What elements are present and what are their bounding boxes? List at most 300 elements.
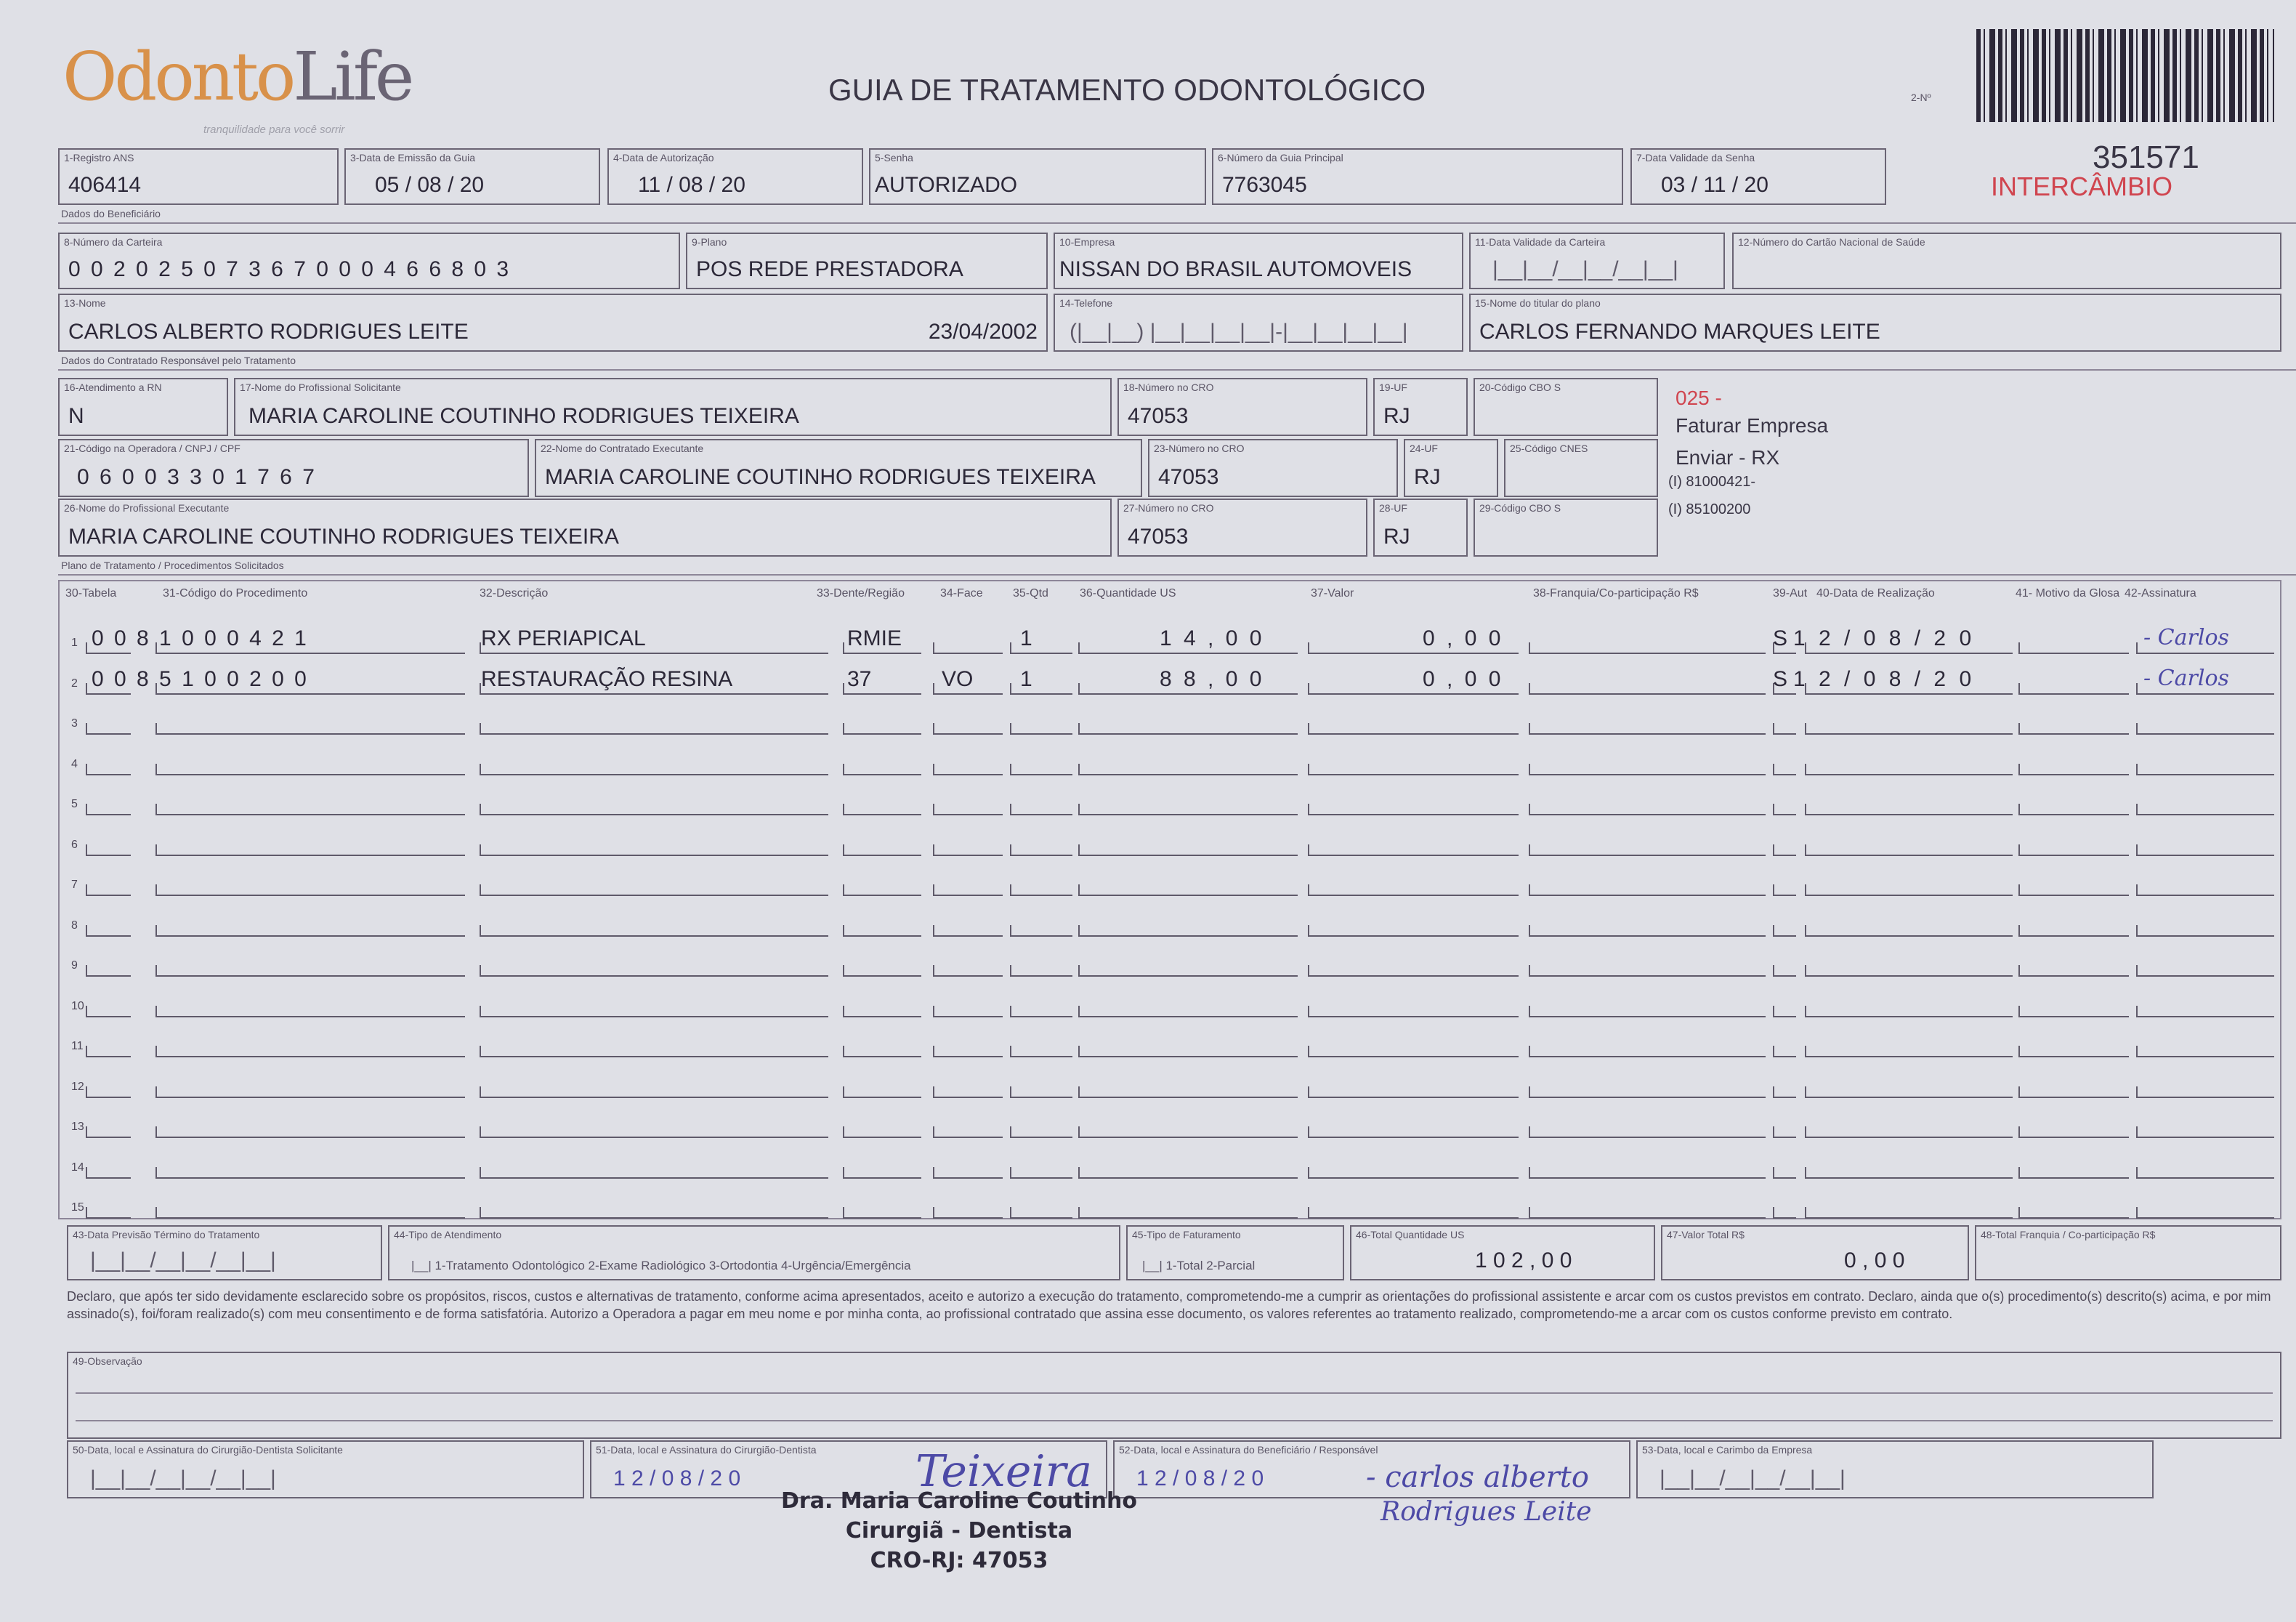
field-value: |__|__/__|__/__|__| (1660, 1466, 1846, 1490)
input-tick (1010, 1167, 1011, 1179)
input-underline[interactable] (2136, 1056, 2274, 1057)
input-tick (1773, 1167, 1774, 1179)
input-tick (86, 884, 87, 896)
input-underline[interactable] (843, 653, 921, 654)
input-underline[interactable] (1773, 1056, 1796, 1057)
input-tick (1308, 723, 1309, 735)
input-underline[interactable] (155, 1016, 465, 1017)
input-underline[interactable] (86, 895, 131, 896)
logo-tagline: tranquilidade para você sorrir (203, 124, 345, 136)
input-underline[interactable] (1308, 1177, 1519, 1179)
input-underline[interactable] (1773, 814, 1796, 815)
input-underline[interactable] (2018, 1217, 2129, 1219)
proc-date: 1 2 / 0 8 / 2 0 (1793, 626, 1976, 650)
input-underline[interactable] (1773, 855, 1796, 856)
input-underline[interactable] (1805, 1177, 2013, 1179)
field-cro-18[interactable] (1117, 378, 1367, 436)
row-number: 10 (71, 999, 84, 1012)
stamp-name: Dra. Maria Caroline Coutinho (781, 1488, 1137, 1514)
input-underline[interactable] (2136, 895, 2274, 896)
input-underline[interactable] (1773, 733, 1796, 735)
input-underline[interactable] (1010, 1097, 1072, 1098)
input-underline[interactable] (1078, 814, 1298, 815)
field-cro-23[interactable] (1148, 439, 1398, 497)
input-tick (86, 844, 87, 856)
input-underline[interactable] (1529, 693, 1766, 695)
input-underline[interactable] (843, 975, 921, 977)
field-telefone[interactable] (1054, 294, 1463, 352)
input-underline[interactable] (1529, 1177, 1766, 1179)
input-underline[interactable] (1308, 895, 1519, 896)
row-number: 3 (71, 717, 78, 730)
field-profissional-executante[interactable] (58, 499, 1112, 557)
field-numero-carteira[interactable] (58, 233, 680, 289)
input-underline[interactable] (1308, 1137, 1519, 1138)
input-underline[interactable] (2136, 653, 2274, 654)
input-underline[interactable] (480, 733, 828, 735)
input-underline[interactable] (2018, 855, 2129, 856)
field-total-us[interactable] (1350, 1225, 1655, 1280)
input-underline[interactable] (1078, 693, 1298, 695)
input-underline[interactable] (1805, 1016, 2013, 1017)
input-underline[interactable] (1308, 1097, 1519, 1098)
input-underline[interactable] (86, 1217, 131, 1219)
field-tipo-atendimento[interactable] (388, 1225, 1120, 1280)
input-underline[interactable] (933, 653, 1003, 654)
input-underline[interactable] (1529, 855, 1766, 856)
field-cro-27[interactable] (1117, 499, 1367, 557)
field-empresa[interactable] (1054, 233, 1463, 289)
field-cartao-nacional[interactable] (1732, 233, 2281, 289)
input-underline[interactable] (2018, 1016, 2129, 1017)
input-underline[interactable] (843, 1137, 921, 1138)
input-underline[interactable] (1773, 1177, 1796, 1179)
intercambio-stamp: INTERCÂMBIO (1991, 172, 2173, 201)
proc-us: 8 8 , 0 0 (1160, 666, 1265, 691)
input-tick (155, 1006, 157, 1017)
input-underline[interactable] (155, 1217, 465, 1219)
input-underline[interactable] (1805, 935, 2013, 937)
input-underline[interactable] (933, 935, 1003, 937)
input-underline[interactable] (2018, 653, 2129, 654)
input-underline[interactable] (155, 935, 465, 937)
input-underline[interactable] (155, 895, 465, 896)
input-underline[interactable] (1308, 1056, 1519, 1057)
input-underline[interactable] (155, 693, 465, 695)
input-tick (1529, 844, 1530, 856)
input-tick (155, 1086, 157, 1098)
input-tick (86, 1167, 87, 1179)
input-tick (2136, 642, 2138, 654)
input-underline[interactable] (1078, 935, 1298, 937)
field-atendimento-rn[interactable] (58, 378, 228, 436)
input-underline[interactable] (1529, 895, 1766, 896)
input-underline[interactable] (2018, 975, 2129, 977)
input-underline[interactable] (1308, 814, 1519, 815)
input-tick (1529, 925, 1530, 937)
input-underline[interactable] (1529, 1217, 1766, 1219)
input-underline[interactable] (933, 1177, 1003, 1179)
input-tick (2136, 1126, 2138, 1138)
proc-valor: 0 , 0 0 (1423, 626, 1504, 650)
input-underline[interactable] (1805, 814, 2013, 815)
input-underline[interactable] (843, 693, 921, 695)
input-underline[interactable] (933, 1137, 1003, 1138)
field-senha[interactable] (869, 148, 1206, 205)
input-underline[interactable] (1529, 1016, 1766, 1017)
field-registro-ans[interactable] (58, 148, 339, 205)
input-underline[interactable] (1529, 814, 1766, 815)
input-underline[interactable] (2018, 733, 2129, 735)
field-data-autorizacao[interactable] (607, 148, 863, 205)
input-underline[interactable] (86, 1016, 131, 1017)
input-underline[interactable] (1529, 975, 1766, 977)
input-underline[interactable] (1010, 1137, 1072, 1138)
input-underline[interactable] (480, 693, 828, 695)
field-value: RJ (1383, 525, 1410, 549)
input-underline[interactable] (155, 1056, 465, 1057)
input-underline[interactable] (1078, 653, 1298, 654)
input-underline[interactable] (1308, 975, 1519, 977)
input-underline[interactable] (1078, 1217, 1298, 1219)
input-underline[interactable] (933, 733, 1003, 735)
row-number: 15 (71, 1201, 84, 1214)
field-nome-titular[interactable] (1469, 294, 2281, 352)
input-underline[interactable] (1308, 855, 1519, 856)
input-underline[interactable] (480, 1177, 828, 1179)
input-underline[interactable] (843, 1016, 921, 1017)
input-tick (843, 764, 844, 775)
field-label: 22-Nome do Contratado Executante (541, 443, 704, 454)
input-tick (2136, 804, 2138, 815)
input-underline[interactable] (843, 895, 921, 896)
input-tick (2018, 1086, 2020, 1098)
input-underline[interactable] (1773, 653, 1796, 654)
input-underline[interactable] (843, 733, 921, 735)
input-underline[interactable] (86, 975, 131, 977)
field-validade-carteira[interactable] (1469, 233, 1725, 289)
input-tick (1773, 1006, 1774, 1017)
field-value: |__|__/__|__/__|__| (90, 1248, 276, 1272)
input-underline[interactable] (933, 1016, 1003, 1017)
input-tick (86, 1126, 87, 1138)
input-underline[interactable] (1805, 855, 2013, 856)
input-underline[interactable] (1308, 1217, 1519, 1219)
input-underline[interactable] (155, 1097, 465, 1098)
input-underline[interactable] (933, 895, 1003, 896)
input-underline[interactable] (2136, 935, 2274, 937)
input-underline[interactable] (480, 774, 828, 775)
input-underline[interactable] (933, 1056, 1003, 1057)
proc-signature: - Carlos (2143, 625, 2229, 650)
field-label: 7-Data Validade da Senha (1636, 152, 1755, 164)
field-assinatura-solicitante[interactable] (67, 1440, 584, 1498)
input-underline[interactable] (1308, 774, 1519, 775)
input-underline[interactable] (1010, 935, 1072, 937)
dentist-signature: Teixeira (915, 1446, 1093, 1497)
input-underline[interactable] (1773, 774, 1796, 775)
input-underline[interactable] (1773, 693, 1796, 695)
field-total-franquia[interactable] (1975, 1225, 2281, 1280)
field-previsao-termino[interactable] (67, 1225, 382, 1280)
input-underline[interactable] (2136, 975, 2274, 977)
input-tick (933, 1126, 934, 1138)
input-underline[interactable] (1078, 855, 1298, 856)
input-underline[interactable] (2136, 855, 2274, 856)
col-face: 34-Face (940, 587, 983, 600)
observacao-line (76, 1420, 2273, 1421)
input-underline[interactable] (843, 1177, 921, 1179)
input-underline[interactable] (1010, 855, 1072, 856)
input-underline[interactable] (1078, 1137, 1298, 1138)
input-underline[interactable] (1773, 935, 1796, 937)
input-underline[interactable] (86, 1056, 131, 1057)
input-underline[interactable] (1773, 895, 1796, 896)
proc-code: 0 0 8 5 1 0 0 2 0 0 (92, 666, 309, 691)
input-tick (155, 1046, 157, 1057)
field-value: RJ (1414, 465, 1441, 489)
field-cbo-20[interactable] (1474, 378, 1658, 436)
input-underline[interactable] (86, 653, 131, 654)
input-underline[interactable] (933, 693, 1003, 695)
input-underline[interactable] (1308, 733, 1519, 735)
input-underline[interactable] (86, 1137, 131, 1138)
proc-date: 1 2 / 0 8 / 2 0 (1793, 666, 1976, 691)
input-underline[interactable] (1308, 693, 1519, 695)
input-tick (1529, 965, 1530, 977)
field-value: (|__|__) |__|__|__|__|-|__|__|__|__| (1070, 320, 1408, 344)
input-underline[interactable] (843, 1217, 921, 1219)
input-tick (155, 965, 157, 977)
field-value: MARIA CAROLINE COUTINHO RODRIGUES TEIXEIRA (545, 465, 1096, 489)
input-underline[interactable] (2018, 1097, 2129, 1098)
field-codigo-operadora[interactable] (58, 439, 529, 497)
input-underline[interactable] (2136, 733, 2274, 735)
input-underline[interactable] (2018, 814, 2129, 815)
input-underline[interactable] (1010, 1217, 1072, 1219)
field-data-emissao[interactable] (344, 148, 600, 205)
field-carimbo-empresa[interactable] (1636, 1440, 2154, 1498)
field-cnes-25[interactable] (1504, 439, 1658, 497)
input-underline[interactable] (2018, 1137, 2129, 1138)
field-value: 47053 (1128, 404, 1189, 428)
input-underline[interactable] (933, 1217, 1003, 1219)
input-underline[interactable] (1773, 1137, 1796, 1138)
input-underline[interactable] (1078, 1097, 1298, 1098)
field-contratado-executante[interactable] (535, 439, 1142, 497)
input-underline[interactable] (155, 814, 465, 815)
field-observacao[interactable] (67, 1352, 2281, 1439)
input-underline[interactable] (480, 935, 828, 937)
input-underline[interactable] (155, 733, 465, 735)
input-underline[interactable] (1078, 895, 1298, 896)
input-underline[interactable] (2136, 693, 2274, 695)
section-procedimentos: Plano de Tratamento / Procedimentos Solicitados (61, 560, 284, 571)
input-underline[interactable] (1010, 774, 1072, 775)
field-uf-19[interactable] (1373, 378, 1468, 436)
input-underline[interactable] (1010, 1016, 1072, 1017)
input-underline[interactable] (480, 1056, 828, 1057)
input-underline[interactable] (1805, 1056, 2013, 1057)
input-underline[interactable] (1805, 693, 2013, 695)
input-underline[interactable] (480, 895, 828, 896)
input-underline[interactable] (1773, 975, 1796, 977)
field-value: CARLOS FERNANDO MARQUES LEITE (1479, 320, 1880, 344)
input-underline[interactable] (1773, 1016, 1796, 1017)
input-underline[interactable] (1010, 1056, 1072, 1057)
input-tick (1078, 925, 1080, 937)
input-underline[interactable] (86, 1097, 131, 1098)
input-underline[interactable] (155, 1177, 465, 1179)
input-tick (1308, 764, 1309, 775)
input-underline[interactable] (2136, 814, 2274, 815)
field-tipo-faturamento[interactable] (1126, 1225, 1344, 1280)
input-underline[interactable] (1308, 653, 1519, 654)
input-underline[interactable] (933, 814, 1003, 815)
input-underline[interactable] (843, 774, 921, 775)
input-underline[interactable] (1010, 814, 1072, 815)
input-tick (1805, 1046, 1806, 1057)
input-underline[interactable] (1805, 653, 2013, 654)
input-tick (2018, 1006, 2020, 1017)
input-underline[interactable] (480, 1137, 828, 1138)
input-underline[interactable] (480, 814, 828, 815)
input-underline[interactable] (2136, 1177, 2274, 1179)
input-underline[interactable] (1529, 733, 1766, 735)
input-underline[interactable] (480, 975, 828, 977)
field-value: 47053 (1128, 525, 1189, 549)
input-underline[interactable] (843, 935, 921, 937)
input-underline[interactable] (1078, 733, 1298, 735)
input-underline[interactable] (1805, 774, 2013, 775)
input-underline[interactable] (86, 774, 131, 775)
input-underline[interactable] (1529, 1137, 1766, 1138)
input-underline[interactable] (1773, 1097, 1796, 1098)
input-underline[interactable] (1078, 774, 1298, 775)
input-underline[interactable] (843, 814, 921, 815)
input-underline[interactable] (843, 855, 921, 856)
field-uf-24[interactable] (1404, 439, 1498, 497)
input-underline[interactable] (843, 1097, 921, 1098)
input-underline[interactable] (1805, 895, 2013, 896)
input-underline[interactable] (2018, 895, 2129, 896)
field-label: 53-Data, local e Carimbo da Empresa (1642, 1444, 1813, 1456)
input-underline[interactable] (1529, 935, 1766, 937)
input-underline[interactable] (2018, 1177, 2129, 1179)
input-underline[interactable] (2136, 1217, 2274, 1219)
input-tick (86, 764, 87, 775)
input-underline[interactable] (933, 855, 1003, 856)
input-underline[interactable] (1805, 1217, 2013, 1219)
field-nome[interactable] (58, 294, 1048, 352)
field-uf-28[interactable] (1373, 499, 1468, 557)
input-tick (2136, 1086, 2138, 1098)
input-underline[interactable] (1078, 1177, 1298, 1179)
input-underline[interactable] (1805, 975, 2013, 977)
input-underline[interactable] (2018, 935, 2129, 937)
input-underline[interactable] (1529, 1097, 1766, 1098)
input-tick (843, 1006, 844, 1017)
input-underline[interactable] (480, 653, 828, 654)
input-underline[interactable] (1078, 1056, 1298, 1057)
tipo-atendimento-options: 1-Tratamento Odontológico 2-Exame Radiológico 3-Ortodontia 4-Urgência/Emergência (434, 1259, 911, 1272)
input-underline[interactable] (86, 855, 131, 856)
input-underline[interactable] (1078, 1016, 1298, 1017)
field-cbo-29[interactable] (1474, 499, 1658, 557)
input-underline[interactable] (1805, 733, 2013, 735)
input-underline[interactable] (1529, 774, 1766, 775)
input-tick (480, 844, 481, 856)
input-underline[interactable] (1773, 1217, 1796, 1219)
field-valor-total[interactable] (1661, 1225, 1969, 1280)
input-underline[interactable] (86, 693, 131, 695)
input-underline[interactable] (1805, 1137, 2013, 1138)
input-underline[interactable] (86, 1177, 131, 1179)
input-underline[interactable] (2136, 1016, 2274, 1017)
input-underline[interactable] (1529, 1056, 1766, 1057)
input-underline[interactable] (86, 814, 131, 815)
field-value: 05 / 08 / 20 (375, 173, 485, 197)
input-underline[interactable] (1010, 1177, 1072, 1179)
input-underline[interactable] (480, 1097, 828, 1098)
input-underline[interactable] (2136, 1137, 2274, 1138)
input-tick (1773, 925, 1774, 937)
input-underline[interactable] (155, 774, 465, 775)
input-underline[interactable] (1010, 693, 1072, 695)
input-underline[interactable] (2136, 774, 2274, 775)
input-underline[interactable] (480, 1217, 828, 1219)
input-underline[interactable] (1010, 895, 1072, 896)
field-guia-principal[interactable] (1212, 148, 1623, 205)
field-plano[interactable] (686, 233, 1048, 289)
field-profissional-solicitante[interactable] (234, 378, 1112, 436)
input-underline[interactable] (86, 935, 131, 937)
input-underline[interactable] (843, 1056, 921, 1057)
input-underline[interactable] (480, 855, 828, 856)
input-underline[interactable] (2018, 693, 2129, 695)
row-number: 2 (71, 677, 78, 690)
input-underline[interactable] (155, 653, 465, 654)
input-underline[interactable] (2018, 1056, 2129, 1057)
input-underline[interactable] (1308, 1016, 1519, 1017)
field-validade-senha[interactable] (1630, 148, 1886, 205)
input-underline[interactable] (1010, 733, 1072, 735)
input-underline[interactable] (155, 975, 465, 977)
input-underline[interactable] (1805, 1097, 2013, 1098)
input-tick (86, 723, 87, 735)
side-note-faturar: Faturar Empresa (1675, 414, 1829, 437)
input-underline[interactable] (1078, 975, 1298, 977)
input-underline[interactable] (155, 855, 465, 856)
field-label: 14-Telefone (1059, 297, 1113, 309)
input-underline[interactable] (933, 774, 1003, 775)
proc-valor: 0 , 0 0 (1423, 666, 1504, 691)
input-underline[interactable] (1529, 653, 1766, 654)
input-underline[interactable] (2018, 774, 2129, 775)
input-underline[interactable] (2136, 1097, 2274, 1098)
input-underline[interactable] (1010, 653, 1072, 654)
input-underline[interactable] (155, 1137, 465, 1138)
field-label: 29-Código CBO S (1479, 502, 1561, 514)
input-underline[interactable] (933, 975, 1003, 977)
input-underline[interactable] (1010, 975, 1072, 977)
input-underline[interactable] (1308, 935, 1519, 937)
input-underline[interactable] (86, 733, 131, 735)
input-tick (1773, 1046, 1774, 1057)
input-underline[interactable] (933, 1097, 1003, 1098)
input-tick (2136, 1207, 2138, 1219)
input-underline[interactable] (480, 1016, 828, 1017)
